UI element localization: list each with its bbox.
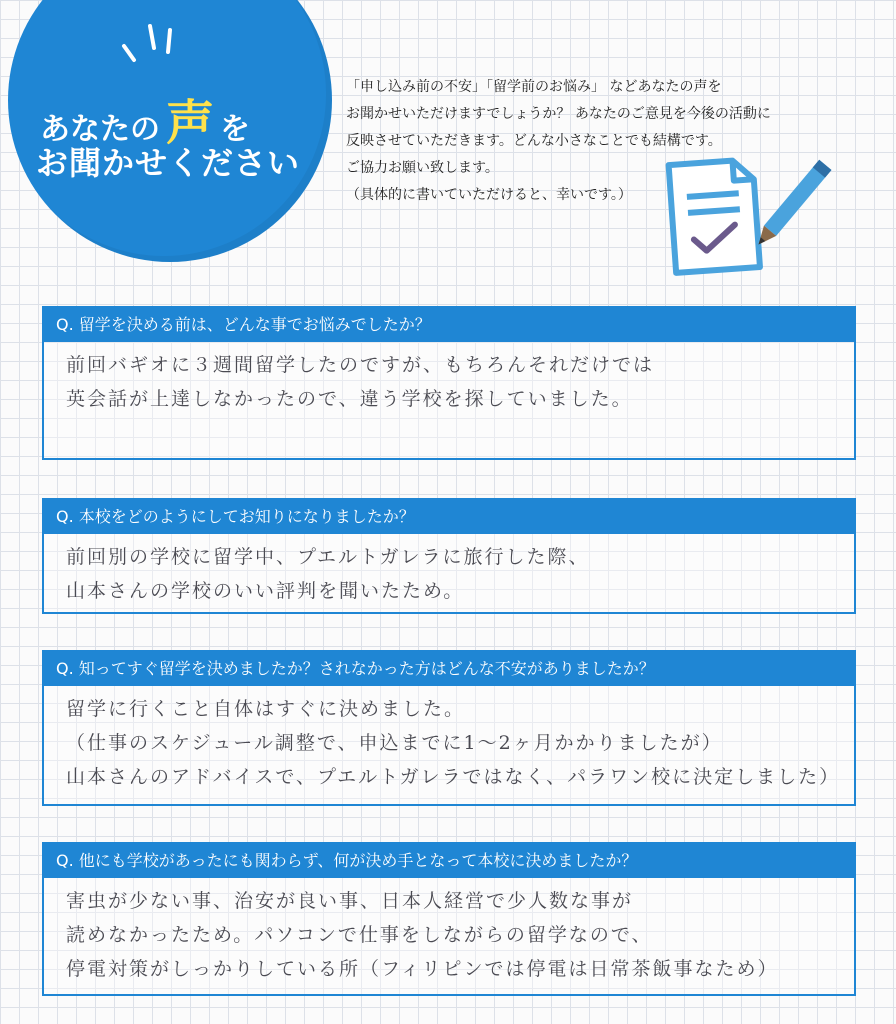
intro-line: お聞かせいただけますでしょうか？ あなたのご意見を今後の活動に	[346, 106, 771, 122]
title-prefix: あなたの	[40, 112, 160, 147]
answer-line: 英会話が上達しなかったので、違う学校を探していました。	[66, 388, 633, 410]
question-label-2: Q. 本校をどのようにしてお知りになりましたか？	[44, 500, 854, 534]
intro-line: 「申し込み前の不安」「留学前のお悩み」 などあなたの声を	[346, 79, 722, 95]
question-card-3	[42, 650, 856, 806]
question-label-4: Q. 他にも学校があったにも関わらず、何が決め手となって本校に決めましたか？	[44, 844, 854, 878]
question-card-1	[42, 306, 856, 460]
answer-line: 前回別の学校に留学中、プエルトガレラに旅行した際、	[66, 546, 590, 568]
document-check-pencil-icon	[660, 152, 840, 277]
title-suffix: を	[220, 112, 251, 147]
answer-line: 山本さんの学校のいい評判を聞いたため。	[66, 580, 465, 602]
intro-line: ご協力お願い致します。	[346, 160, 499, 176]
answer-line: 前回バギオに３週間留学したのですが、もちろんそれだけでは	[66, 354, 655, 376]
answer-line: 山本さんのアドバイスで、プエルトガレラではなく、パラワン校に決定しました）	[66, 766, 841, 788]
sparkle-rays-icon	[110, 20, 190, 70]
intro-line: （具体的に書いていただけると、幸いです。）	[346, 187, 632, 203]
answer-line: 留学に行くこと自体はすぐに決めました。	[66, 698, 466, 720]
answer-line: 停電対策がしっかりしている所（フィリピンでは停電は日常茶飯事なため）	[66, 958, 779, 980]
answer-4	[44, 878, 854, 986]
answer-line: 害虫が少ない事、治安が良い事、日本人経営で少人数な事が	[66, 890, 634, 912]
answer-line: 読めなかったため。パソコンで仕事をしながらの留学なので、	[66, 924, 653, 946]
question-label-3: Q. 知ってすぐ留学を決めましたか？されなかった方はどんな不安がありましたか？	[44, 652, 854, 686]
question-label-1: Q. 留学を決める前は、どんな事でお悩みでしたか？	[44, 308, 854, 342]
answer-2	[44, 534, 854, 608]
title-accent: 声	[166, 95, 215, 151]
answer-3	[44, 686, 854, 794]
intro-line: 反映させていただきます。どんな小さなことでも結構です。	[346, 133, 722, 149]
answer-line: （仕事のスケジュール調整で、申込までに1〜2ヶ月かかりましたが）	[66, 732, 723, 754]
answer-1	[44, 342, 854, 416]
question-card-2	[42, 498, 856, 614]
page-title-line2: お聞かせください	[36, 144, 301, 182]
question-card-4	[42, 842, 856, 996]
